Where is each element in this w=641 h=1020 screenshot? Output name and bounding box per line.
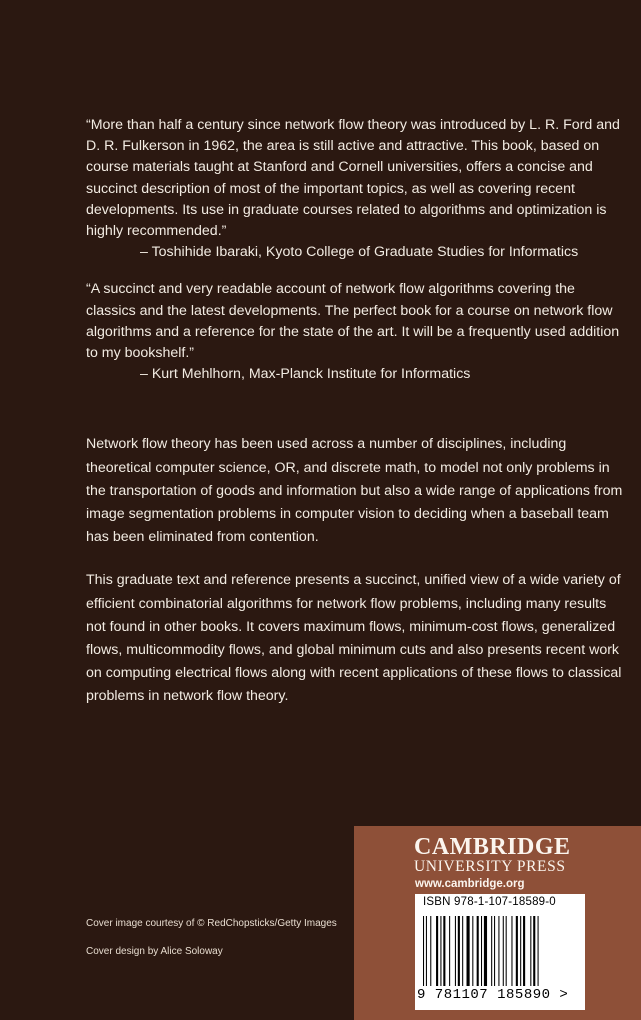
barcode-icon [421, 916, 579, 986]
description-paragraph-1: Network flow theory has been used across a number of disciplines, including theoretical computer science, OR, and discrete math, to model not only problems in the transportation of goods and information but also a wide range of applications from image segmentation problems in computer vision to deciding when a baseball team has been eliminated from contention. [86, 436, 623, 546]
publisher-name: CAMBRIDGE [414, 834, 571, 860]
review-quote-1: “More than half a century since network flow theory was introduced by L. R. Ford and D. R. Fulkerson in 1962, the area is still active and attractive. This book, based on course materials taught at Stanford and Cornell universities, offers a concise and succinct description of most of the important topics, as well as covering recent developments. Its use in graduate courses related to algorithms and optimization is highly recommended.” [86, 117, 620, 240]
review-attribution-2: – Kurt Mehlhorn, Max-Planck Institute for Informatics [140, 366, 471, 383]
barcode-box [415, 894, 585, 1010]
publisher-panel [354, 826, 641, 1020]
review-attribution-1: – Toshihide Ibaraki, Kyoto College of Graduate Studies for Informatics [140, 244, 579, 261]
review-blurbs [86, 115, 626, 709]
cover-design-credit: Cover design by Alice Soloway [86, 946, 223, 957]
isbn-text: ISBN 978-1-107-18589-0 [423, 896, 556, 908]
barcode-number: 9 781107 185890 > [417, 987, 569, 1003]
description-paragraph-2: This graduate text and reference presents a succinct, unified view of a wide variety of efficient combinatorial algorithms for network flow problems, including many results not found in other books. It covers maximum flows, minimum-cost flows, generalized flows, multicommodity flows, and global minimum cuts and also presents recent work on computing electrical flows along with recent applications of these flows to classical problems in network flow theory. [86, 572, 622, 705]
publisher-subname: UNIVERSITY PRESS [414, 858, 566, 875]
cover-image-credit: Cover image courtesy of © RedChopsticks/Getty Images [86, 918, 337, 929]
publisher-url: www.cambridge.org [415, 878, 525, 890]
review-quote-2: “A succinct and very readable account of network flow algorithms covering the classics and the latest developments. The perfect book for a course on network flow algorithms and a reference for the state of the art. It will be a frequently used addition to my bookshelf.” [86, 281, 620, 362]
